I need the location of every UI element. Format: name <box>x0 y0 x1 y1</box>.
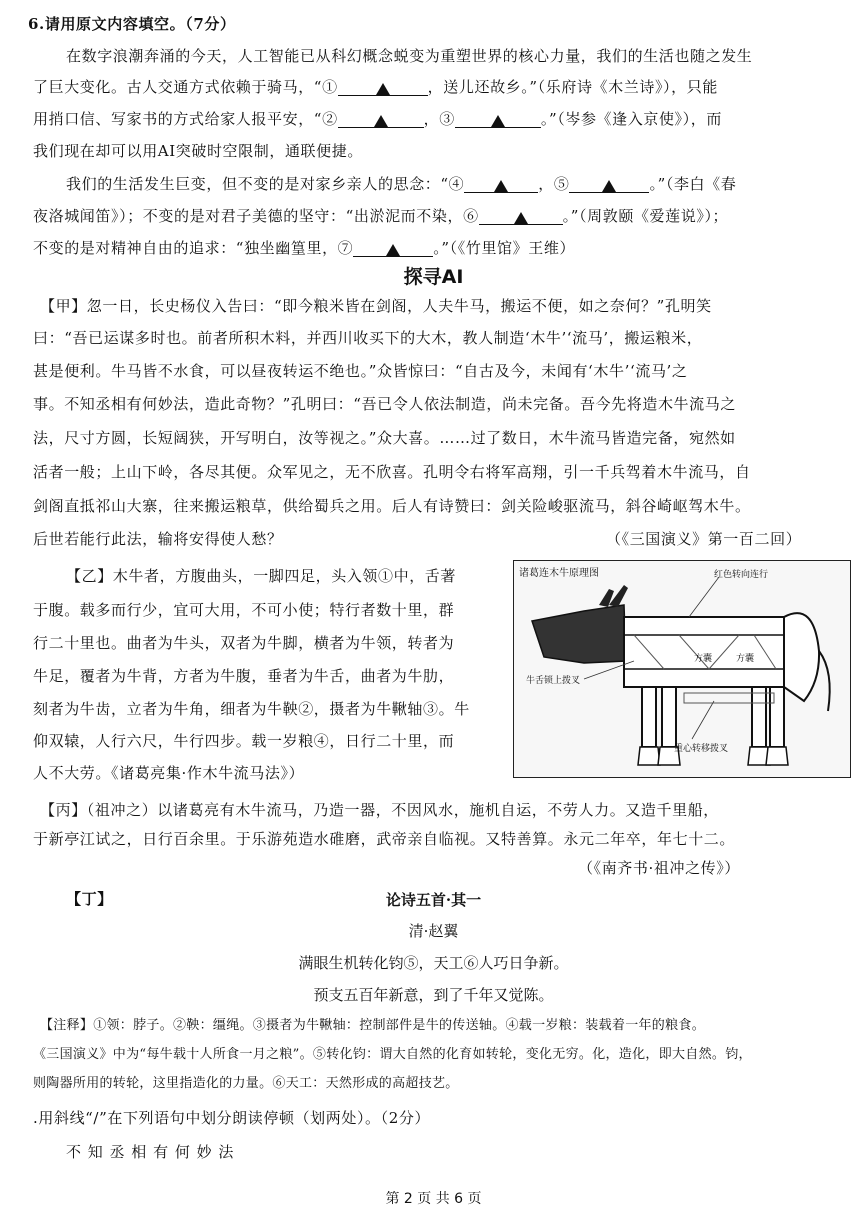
label-left: 牛舌锁上拨叉 <box>526 676 581 686</box>
ding-label: 【丁】 <box>66 890 113 908</box>
answer-blank-3[interactable] <box>455 111 541 128</box>
q7-heading: .用斜线“/”在下列语句中划分朗读停顿（划两处）。（2分） <box>33 1109 431 1127</box>
triangle-icon <box>376 83 390 95</box>
notes-line: 《三国演义》中为“每牛载十人所食一月之粮”。⑤转化钧：谓大自然的化育如转轮，变化无穷。化，造化，即大自然。钧， <box>33 1047 752 1062</box>
figure-title: 诸葛连木牛原理图 <box>519 568 599 579</box>
yi-line: 于腹。载多而行少，宜可大用，不可小使；特行者数十里，群 <box>33 601 455 619</box>
q6-paragraph-line: 夜洛城闻笛》）；不变的是对君子美德的坚守：“出淤泥而不染，⑥ 。”（周敦颐《爱莲说》）； <box>33 207 729 225</box>
jia-line: 法，尺寸方圆，长短阔狭，开写明白，汝等视之。”众大喜。……过了数日，木牛流马皆造完备，宛然如 <box>33 429 736 447</box>
triangle-icon <box>514 212 528 224</box>
jia-line: 事。不知丞相有何妙法，造此奇物？”孔明曰：“吾已令人依法制造，尚未完备。吾今先将造木牛流马之 <box>33 395 736 413</box>
triangle-icon <box>491 115 505 127</box>
jia-line: 活者一般；上山下岭，各尽其便。众军见之，无不欣喜。孔明令右将军高翔，引一千兵驾着木牛流马，自 <box>33 463 751 481</box>
answer-blank-7[interactable] <box>353 240 433 257</box>
yi-line: 【乙】木牛者，方腹曲头，一脚四足，头入领①中，舌著 <box>66 567 457 585</box>
bing-line: 【丙】（祖冲之）以诸葛亮有木牛流马，乃造一器，不因风水，施机自运，不劳人力。又造千里船， <box>40 801 719 819</box>
yi-line: 行二十里也。曲者为牛头，双者为牛脚，横者为牛领，转者为 <box>33 634 455 652</box>
yi-line: 人不大劳。《诸葛亮集·作木牛流马法》） <box>33 764 305 782</box>
poem-line: 满眼生机转化钧⑤，天工⑥人巧日争新。 <box>298 954 569 972</box>
answer-blank-4[interactable] <box>464 176 538 193</box>
jia-line: 曰：“吾已运谋多时也。前者所积木料，并西川收买下的大木，教人制造‘木牛’‘流马’，搬运粮米， <box>33 329 703 347</box>
notes-line: 则陶器所用的转轮，这里指造化的力量。⑥天工：天然形成的高超技艺。 <box>33 1076 459 1091</box>
wooden-ox-diagram <box>513 560 851 778</box>
q6-paragraph-line: 在数字浪潮奔涌的今天，人工智能已从科幻概念蜕变为重塑世界的核心力量，我们的生活也随之发生 <box>66 47 753 65</box>
bing-line: 于新亭江试之，日行百余里。于乐游苑造水碓磨，武帝亲自临视。又特善算。永元二年卒，年七十二。 <box>33 830 736 848</box>
triangle-icon <box>602 180 616 192</box>
triangle-icon <box>494 180 508 192</box>
poem-title: 论诗五首·其一 <box>385 891 482 909</box>
label-box-1: 方囊 <box>694 654 713 664</box>
label-box-2: 方囊 <box>736 654 755 664</box>
triangle-icon <box>386 244 400 256</box>
label-bottom: 重心转移拨叉 <box>674 744 729 754</box>
label-top: 红色转向连行 <box>714 570 769 580</box>
q6-paragraph-line: 用捎口信、写家书的方式给家人报平安，“② ，③ 。”（岑参《逢入京使》），而 <box>33 110 722 128</box>
q6-paragraph-line: 了巨大变化。古人交通方式依赖于骑马，“① ，送儿还故乡。”（乐府诗《木兰诗》），只能 <box>33 78 718 96</box>
jia-line: 甚是便利。牛马皆不水食，可以昼夜转运不绝也。”众皆惊曰：“自古及今，未闻有‘木牛’‘流马’之 <box>33 362 688 380</box>
page-number: 第 2 页 共 6 页 <box>385 1191 482 1207</box>
q6-heading: 6.请用原文内容填空。（7分） <box>28 15 236 33</box>
poem-line: 预支五百年新意，到了千年又觉陈。 <box>313 986 554 1004</box>
answer-blank-1[interactable] <box>338 79 428 96</box>
q6-paragraph-line: 不变的是对精神自由的追求：“独坐幽篁里，⑦ 。”（《竹里馆》王维） <box>33 239 576 257</box>
q7-sentence[interactable]: 不 知 丞 相 有 何 妙 法 <box>66 1143 235 1161</box>
answer-blank-5[interactable] <box>569 176 649 193</box>
bing-source: （《南齐书·祖冲之传》） <box>578 859 740 877</box>
triangle-icon <box>374 115 388 127</box>
q6-paragraph-line: 我们的生活发生巨变，但不变的是对家乡亲人的思念：“④ ，⑤ 。”（李白《春 <box>66 175 737 193</box>
q6-paragraph-line: 我们现在却可以用AI突破时空限制，通联便捷。 <box>33 142 363 160</box>
jia-source: （《三国演义》第一百二回） <box>606 530 802 548</box>
yi-line: 刻者为牛齿，立者为牛角，细者为牛鞅②，摄者为牛鞦轴③。牛 <box>33 700 470 718</box>
jia-line: 【甲】忽一日，长史杨仪入告曰：“即今粮米皆在剑阁，人夫牛马，搬运不便，如之奈何？”孔明笑 <box>40 297 712 315</box>
yi-line: 牛足，覆者为牛背，方者为牛腹，垂者为牛舌，曲者为牛肋， <box>33 667 455 685</box>
jia-line: 后世若能行此法，输将安得使人愁？ <box>33 530 283 548</box>
jia-line: 剑阁直抵祁山大寨，往来搬运粮草，供给蜀兵之用。后人有诗赞曰：剑关险峻驱流马，斜谷崎岖驾木牛。 <box>33 497 751 515</box>
section-title: 探寻AI <box>403 266 464 288</box>
poem-author: 清·赵翼 <box>408 922 459 940</box>
answer-blank-6[interactable] <box>479 208 563 225</box>
answer-blank-2[interactable] <box>338 111 424 128</box>
notes-line: 【注释】①领：脖子。②鞅：缰绳。③摄者为牛鞦轴：控制部件是牛的传送轴。④载一岁粮：装载着一年的粮食。 <box>40 1018 706 1033</box>
yi-line: 仰双辕，人行六尺，牛行四步。载一岁粮④，日行二十里，而 <box>33 732 455 750</box>
